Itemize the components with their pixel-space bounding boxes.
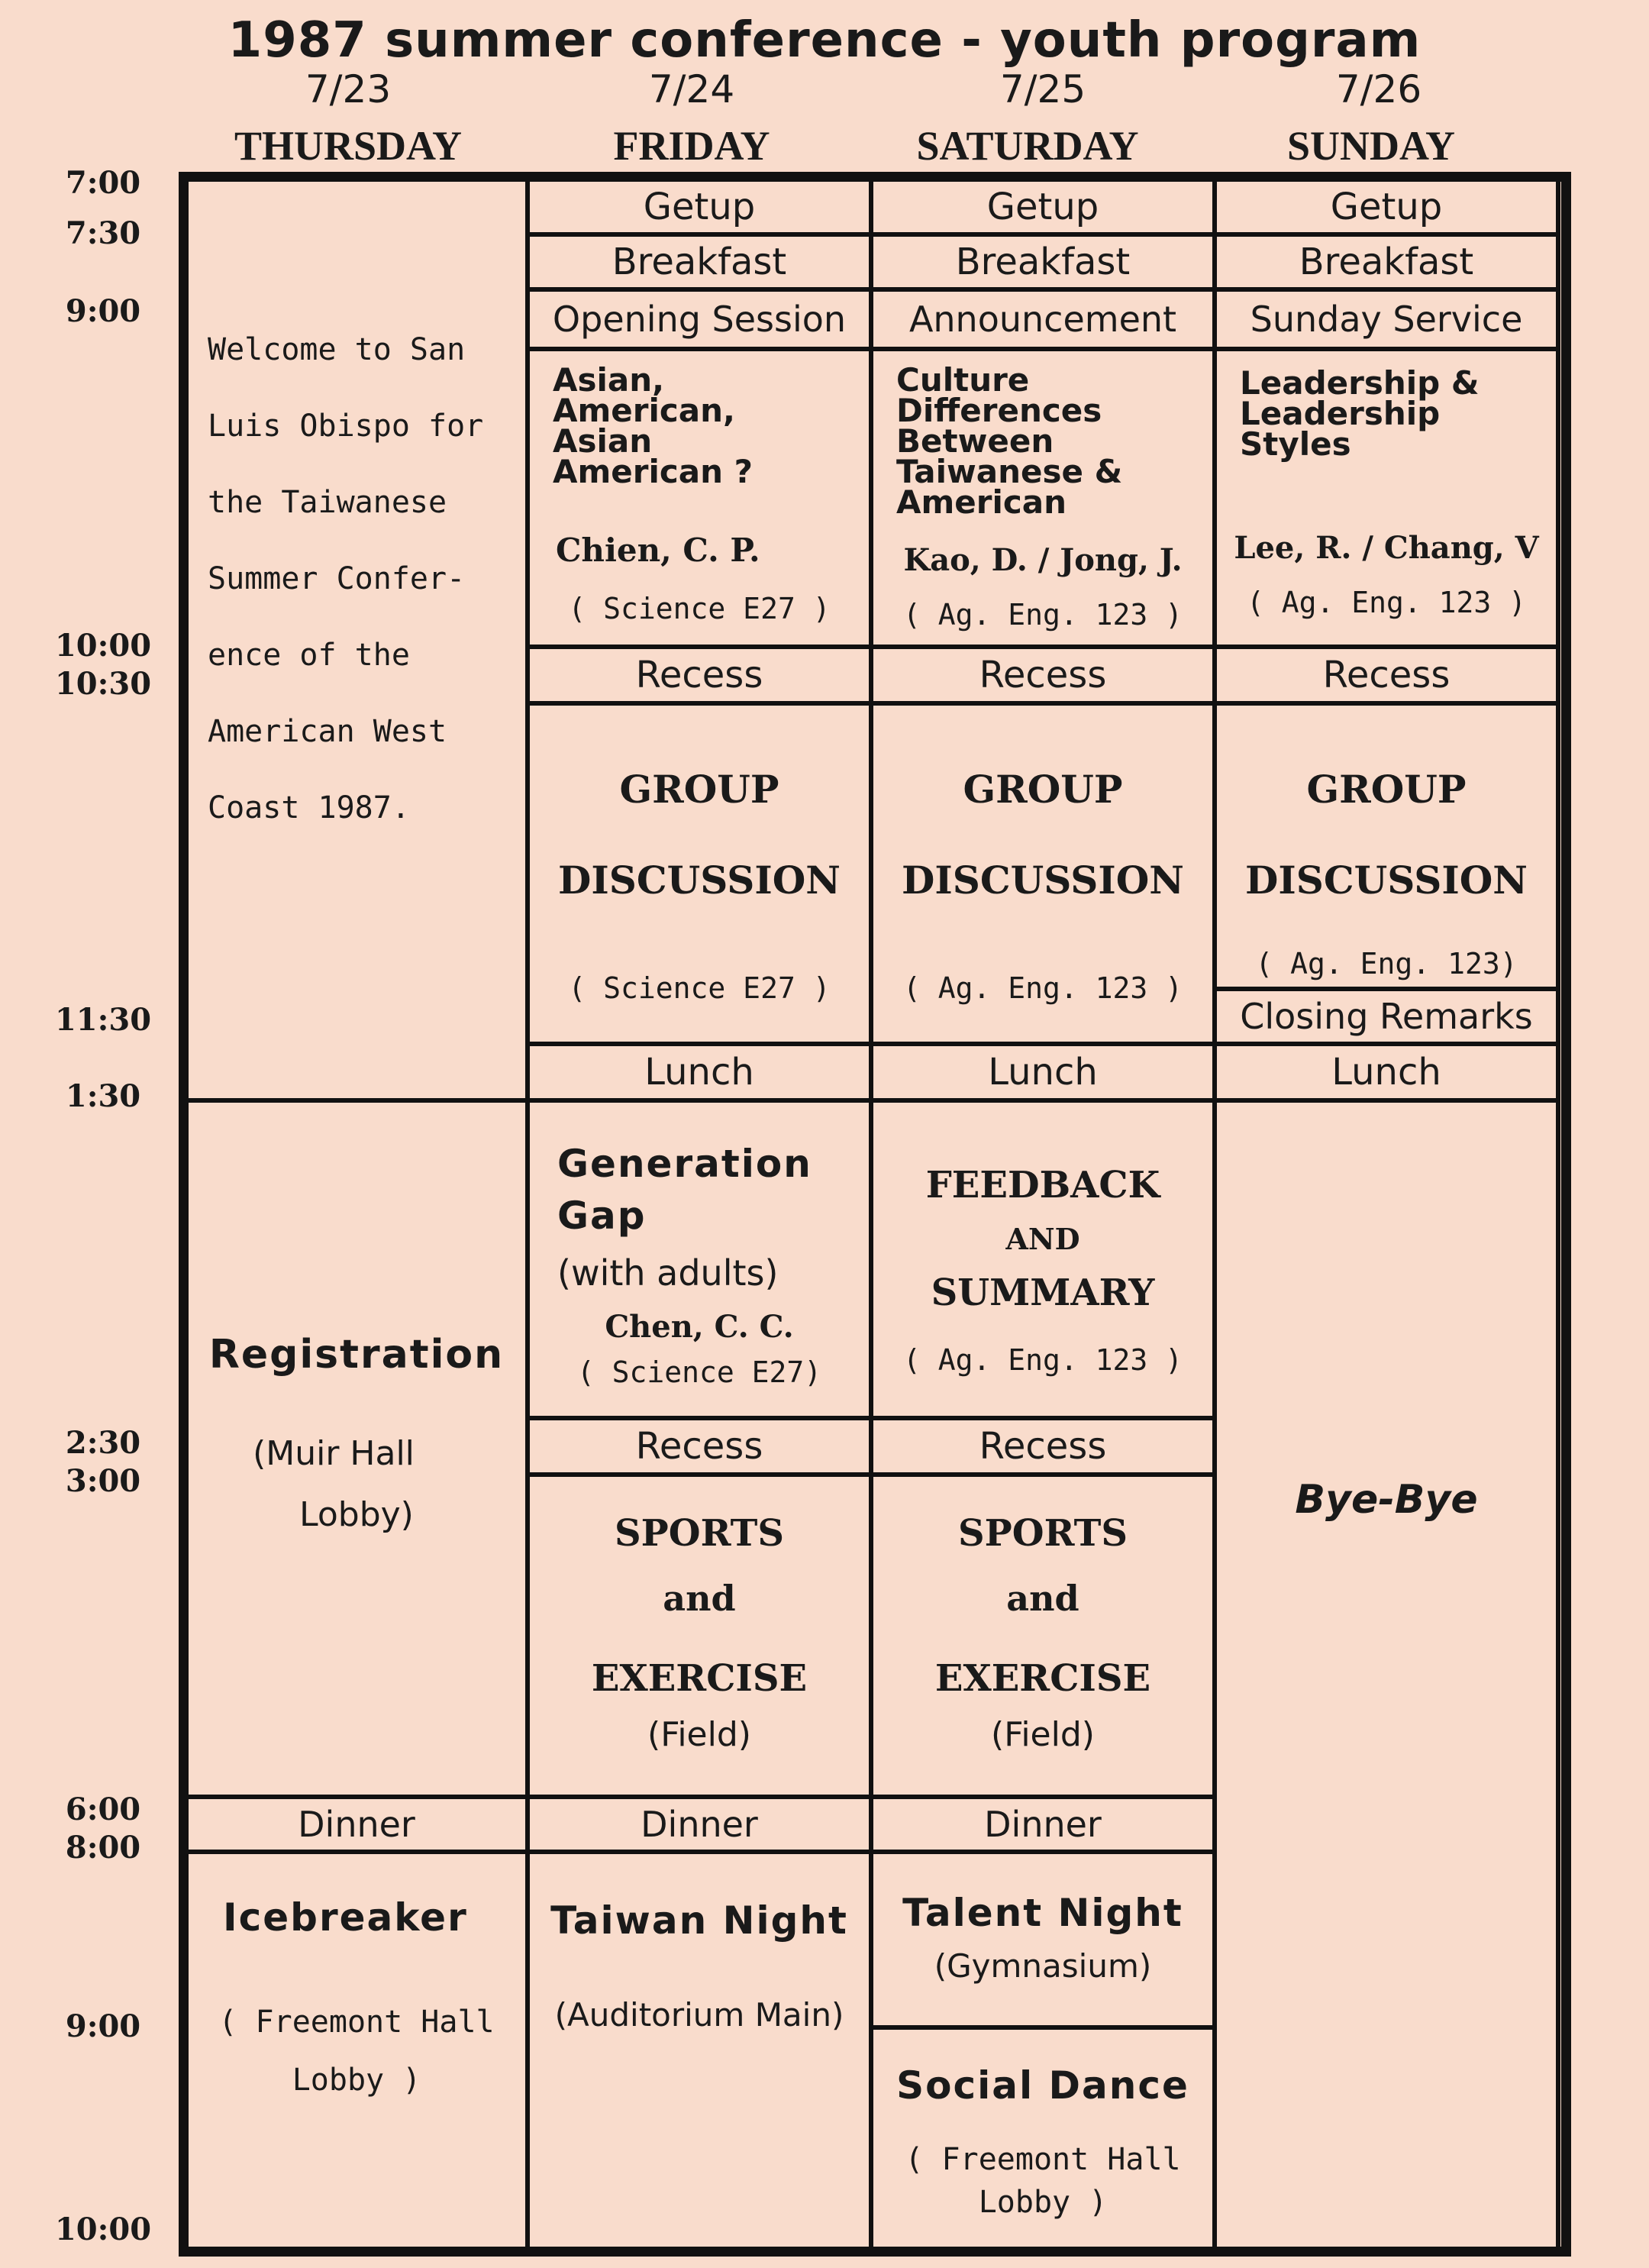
time-label: 10:00	[54, 2211, 152, 2247]
breakfast-sunday: Breakfast	[1212, 232, 1560, 292]
byebye-cell	[1212, 1098, 1560, 2251]
speaker-friday: Chien, C. P.	[556, 531, 760, 569]
talent-night-room: (Gymnasium)	[934, 1947, 1152, 1985]
registration-cell	[183, 1098, 530, 1799]
social-dance-room: ( Freemont Hall Lobby )	[905, 2142, 1181, 2220]
lunch-saturday: Lunch	[869, 1042, 1217, 1103]
byebye-label: Bye-Bye	[1295, 1477, 1478, 1523]
taiwan-night-room: (Auditorium Main)	[554, 1996, 844, 2034]
announcement: Announcement	[869, 287, 1217, 351]
date-sunday: 7/26	[1335, 67, 1422, 111]
time-label: 8:00	[65, 1830, 141, 1866]
time-label: 2:30	[65, 1425, 141, 1461]
room-sunday: ( Ag. Eng. 123 )	[1246, 586, 1527, 619]
generation-gap-sub: (with adults)	[557, 1252, 779, 1294]
generation-gap-speaker: Chen, C. C.	[605, 1309, 794, 1345]
session-title-friday: Asian, American, Asian American ?	[553, 361, 753, 490]
page-title: 1987 summer conference - youth program	[228, 12, 1421, 69]
welcome-text: Welcome to San Luis Obispo for the Taiwanese Summer Confer- ence of the American West Coast 1987.	[208, 332, 484, 825]
generation-gap-room: ( Science E27)	[576, 1355, 822, 1389]
date-thursday: 7/23	[305, 67, 392, 111]
getup-saturday: Getup	[869, 177, 1217, 237]
group-discussion-friday: GROUP DISCUSSION ( Science E27 )	[525, 701, 873, 1046]
registration-room: (Muir Hall Lobby)	[253, 1434, 415, 1534]
date-friday: 7/24	[648, 67, 735, 111]
lunch-sunday: Lunch	[1212, 1042, 1560, 1103]
generation-gap-title: Generation Gap	[557, 1142, 812, 1238]
group-room-sunday: ( Ag. Eng. 123)	[1255, 947, 1518, 981]
getup-sunday: Getup	[1212, 177, 1560, 237]
welcome-cell	[183, 177, 530, 1103]
taiwan-night-cell	[525, 1850, 873, 2251]
time-label: 3:00	[65, 1463, 141, 1499]
time-label: 1:30	[65, 1078, 141, 1114]
date-saturday: 7/25	[999, 67, 1086, 111]
time-label: 7:00	[65, 165, 141, 201]
talent-night-cell	[869, 1850, 1217, 2030]
time-label: 7:30	[65, 215, 141, 251]
recess-saturday-am: Recess	[869, 645, 1217, 706]
session-cell-sunday	[1212, 347, 1560, 649]
feedback-label: FEEDBACK	[925, 1164, 1160, 1207]
feedback-room: ( Ag. Eng. 123 )	[902, 1343, 1183, 1377]
sports-room-saturday: (Field)	[991, 1715, 1095, 1754]
generation-gap-cell	[525, 1098, 873, 1420]
lunch-friday: Lunch	[525, 1042, 873, 1103]
feedback-cell	[869, 1098, 1217, 1420]
group-room-saturday: ( Ag. Eng. 123 )	[902, 971, 1183, 1005]
registration-label: Registration	[208, 1332, 505, 1378]
day-friday: FRIDAY	[613, 123, 770, 169]
recess-friday-pm: Recess	[525, 1416, 873, 1477]
breakfast-friday: Breakfast	[525, 232, 873, 292]
time-label: 9:00	[65, 293, 141, 329]
time-label: 9:00	[65, 2008, 141, 2044]
dinner-saturday: Dinner	[869, 1795, 1217, 1854]
icebreaker-cell	[183, 1850, 530, 2251]
group-discussion-saturday: GROUP DISCUSSION ( Ag. Eng. 123 )	[869, 701, 1217, 1046]
dinner-friday: Dinner	[525, 1795, 873, 1854]
taiwan-night-label: Taiwan Night	[550, 1898, 848, 1943]
social-dance-label: Social Dance	[896, 2063, 1189, 2108]
opening-session: Opening Session	[525, 287, 873, 351]
session-cell-saturday	[869, 347, 1217, 649]
sports-friday: SPORTS and EXERCISE (Field)	[525, 1472, 873, 1799]
recess-sunday: Recess	[1212, 645, 1560, 706]
time-label: 6:00	[65, 1791, 141, 1827]
time-label: 11:30	[54, 1002, 152, 1038]
session-title-sunday: Leadership & Leadership Styles	[1240, 364, 1480, 463]
feedback-and: AND	[1005, 1222, 1080, 1256]
summary-label: SUMMARY	[931, 1271, 1155, 1314]
sunday-service: Sunday Service	[1212, 287, 1560, 351]
time-label: 10:30	[54, 666, 152, 702]
day-sunday: SUNDAY	[1286, 123, 1456, 169]
getup-friday: Getup	[525, 177, 873, 237]
group-discussion-sunday: GROUP DISCUSSION ( Ag. Eng. 123)	[1212, 701, 1560, 991]
speaker-saturday: Kao, D. / Jong, J.	[903, 542, 1183, 578]
room-saturday: ( Ag. Eng. 123 )	[902, 598, 1183, 632]
breakfast-saturday: Breakfast	[869, 232, 1217, 292]
closing-remarks: Closing Remarks	[1212, 987, 1560, 1046]
talent-night-label: Talent Night	[902, 1891, 1183, 1935]
recess-friday-am: Recess	[525, 645, 873, 706]
icebreaker-room: ( Freemont Hall Lobby )	[218, 2005, 495, 2098]
session-title-saturday: Culture Differences Between Taiwanese & American	[896, 361, 1123, 521]
dinner-thursday: Dinner	[183, 1795, 530, 1854]
day-saturday: SATURDAY	[916, 123, 1139, 169]
session-cell-friday	[525, 347, 873, 649]
speaker-sunday: Lee, R. / Chang, V	[1234, 530, 1539, 566]
sports-saturday: SPORTS and EXERCISE (Field)	[869, 1472, 1217, 1799]
social-dance-cell	[869, 2025, 1217, 2251]
sports-room-friday: (Field)	[647, 1715, 751, 1754]
room-friday: ( Science E27 )	[568, 592, 831, 625]
group-room-friday: ( Science E27 )	[568, 971, 831, 1005]
icebreaker-label: Icebreaker	[223, 1895, 468, 1940]
recess-saturday-pm: Recess	[869, 1416, 1217, 1477]
day-thursday: THURSDAY	[234, 123, 463, 169]
time-label: 10:00	[54, 628, 152, 664]
